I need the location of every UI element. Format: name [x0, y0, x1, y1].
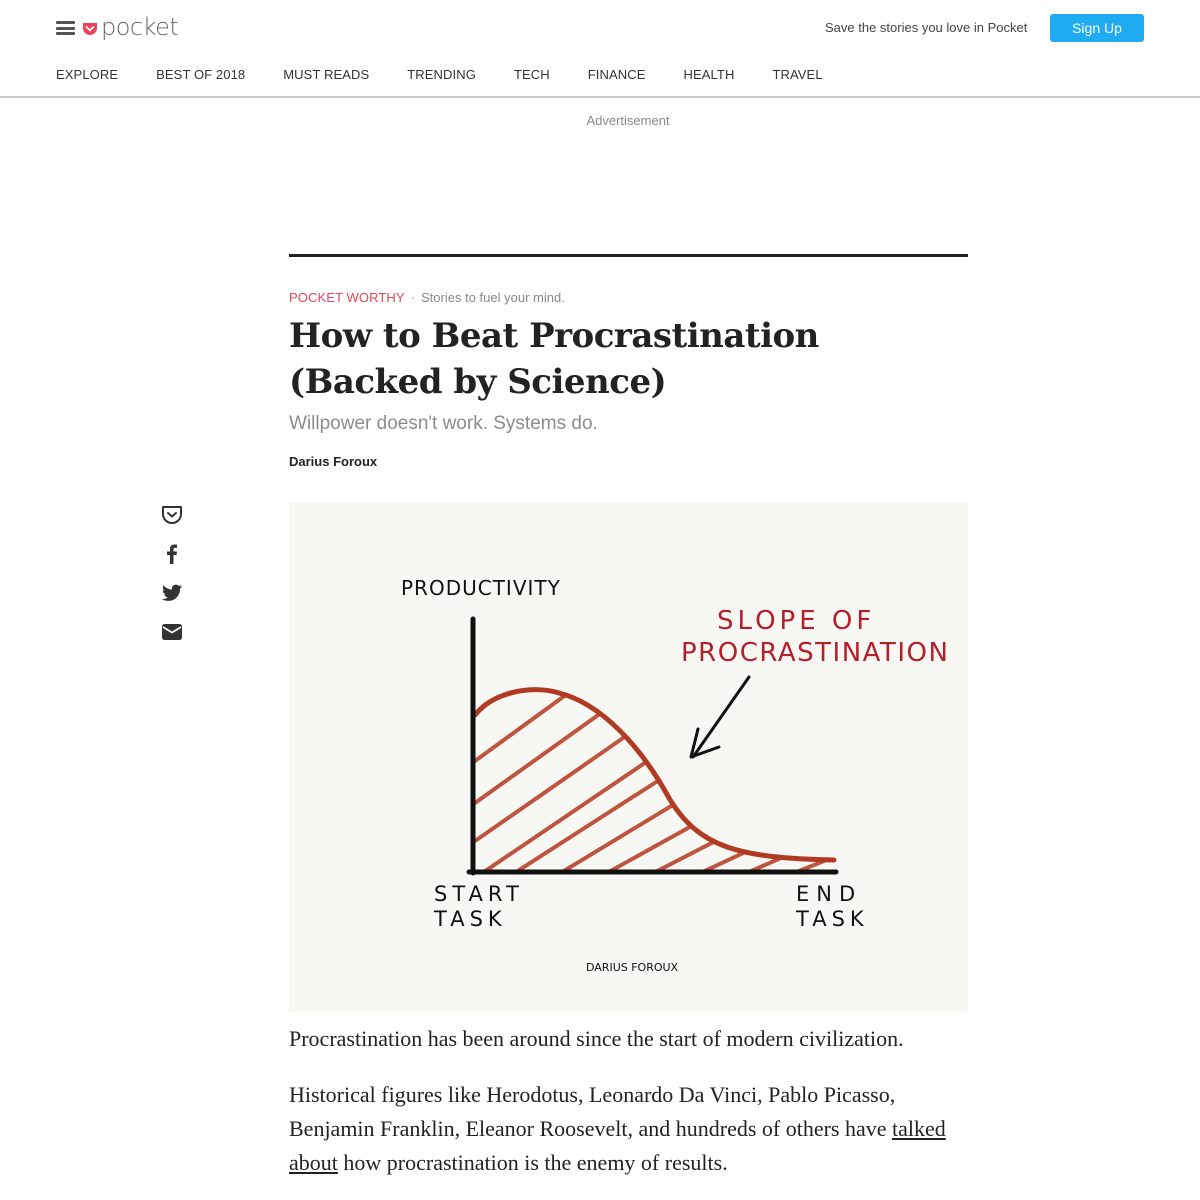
- email-icon[interactable]: [160, 620, 184, 644]
- x-start-label-1: START: [434, 882, 524, 906]
- hamburger-menu-icon[interactable]: [56, 21, 75, 35]
- paragraph-2-text-before: Historical figures like Herodotus, Leonardo Da Vinci, Pablo Picasso, Benjamin Franklin, Eleanor Roosevelt, and hundreds of others have: [289, 1082, 896, 1141]
- annotation-line-2: PROCRASTINATION: [681, 638, 950, 668]
- nav-tech[interactable]: TECH: [513, 67, 550, 82]
- article-divider: [289, 254, 968, 257]
- article-illustration: [289, 503, 968, 1012]
- article-subtitle: Willpower doesn't work. Systems do.: [289, 413, 598, 434]
- x-end-label-1: END: [796, 882, 863, 906]
- signup-tagline: Save the stories you love in Pocket: [825, 20, 1028, 35]
- twitter-icon[interactable]: [160, 581, 184, 605]
- y-axis-label: PRODUCTIVITY: [401, 576, 561, 600]
- nav-travel[interactable]: TRAVEL: [772, 67, 823, 82]
- article-author[interactable]: Darius Foroux: [289, 454, 378, 469]
- kicker: [289, 290, 968, 305]
- kicker-description: Stories to fuel your mind.: [421, 290, 565, 305]
- article-title: How to Beat Procrastination (Backed by Science): [289, 316, 819, 402]
- x-end-label-2: TASK: [796, 907, 869, 931]
- logo-text: pocket: [101, 13, 179, 41]
- paragraph-1: Procrastination has been around since the start of modern civilization.: [289, 1026, 904, 1051]
- nav-explore[interactable]: EXPLORE: [56, 67, 119, 82]
- facebook-icon[interactable]: [160, 542, 184, 566]
- share-bar: [160, 503, 186, 659]
- kicker-separator: ·: [410, 290, 416, 305]
- pocket-save-icon[interactable]: [160, 503, 184, 527]
- article-header: [289, 254, 968, 469]
- article-body: [289, 1022, 968, 1200]
- paragraph-2-text-after: how procrastination is the enemy of results.: [337, 1150, 728, 1175]
- nav-finance[interactable]: FINANCE: [587, 67, 646, 82]
- nav-best-of-2018[interactable]: BEST OF 2018: [156, 67, 246, 82]
- paragraph-2: [289, 1078, 968, 1180]
- advertisement-label: Advertisement: [586, 113, 670, 128]
- procrastination-chart-drawing: [289, 503, 968, 1012]
- site-header: [0, 0, 1200, 98]
- nav-trending[interactable]: TRENDING: [407, 67, 476, 82]
- pocket-logo-icon: [82, 22, 98, 36]
- illustration-credit: DARIUS FOROUX: [586, 961, 679, 974]
- sign-up-button[interactable]: Sign Up: [1050, 14, 1144, 42]
- talked-about-link[interactable]: talked about: [289, 1116, 946, 1175]
- x-start-label-2: TASK: [434, 907, 507, 931]
- pocket-logo[interactable]: [82, 13, 178, 41]
- category-nav: [56, 67, 861, 82]
- kicker-brand[interactable]: POCKET WORTHY: [289, 290, 405, 305]
- nav-health[interactable]: HEALTH: [683, 67, 735, 82]
- nav-must-reads[interactable]: MUST READS: [283, 67, 370, 82]
- annotation-line-1: SLOPE OF: [717, 606, 876, 636]
